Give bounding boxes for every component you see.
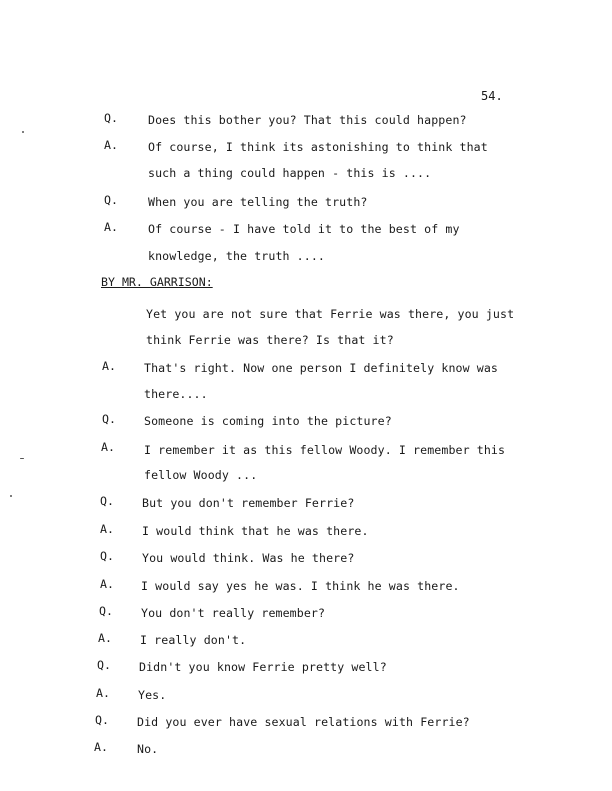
examiner-heading: BY MR. GARRISON:	[101, 275, 213, 289]
transcript-line: Yet you are not sure that Ferrie was there, you just	[146, 307, 515, 321]
speaker-label: A.	[98, 631, 112, 645]
transcript-line: Didn't you know Ferrie pretty well?	[139, 660, 387, 674]
speaker-label: Q.	[99, 604, 113, 618]
speaker-label: A.	[100, 522, 114, 536]
transcript-line: knowledge, the truth ....	[148, 249, 326, 263]
transcript-line: You don't really remember?	[141, 606, 326, 620]
speaker-label: A.	[101, 440, 115, 454]
speaker-label: Q.	[100, 549, 114, 563]
speaker-label: A.	[104, 220, 118, 234]
scan-speck	[22, 131, 24, 133]
speaker-label: Q.	[104, 193, 118, 207]
transcript-line: I remember it as this fellow Woody. I remember this	[144, 443, 506, 457]
transcript-line: there....	[144, 387, 208, 401]
transcript-line: such a thing could happen - this is ....	[148, 166, 432, 180]
speaker-label: A.	[96, 686, 110, 700]
transcript-line: Of course - I have told it to the best of my	[148, 222, 460, 236]
speaker-label: Q.	[102, 412, 116, 426]
speaker-label: Q.	[97, 658, 111, 672]
speaker-label: A.	[104, 138, 118, 152]
transcript-line: Did you ever have sexual relations with Ferrie?	[137, 715, 470, 729]
speaker-label: A.	[100, 577, 114, 591]
transcript-line: When you are telling the truth?	[148, 195, 368, 209]
speaker-label: Q.	[104, 111, 118, 125]
transcript-line: Yes.	[138, 688, 167, 702]
transcript-line: That's right. Now one person I definitely know was	[144, 361, 499, 375]
transcript-line: Does this bother you? That this could happen?	[148, 113, 467, 127]
page-number: 54.	[481, 89, 503, 103]
transcript-line: No.	[137, 742, 159, 756]
speaker-label: A.	[94, 740, 108, 754]
transcript-line: fellow Woody ...	[144, 468, 258, 482]
transcript-line: Someone is coming into the picture?	[144, 414, 392, 428]
transcript-line: I would think that he was there.	[142, 524, 369, 538]
scan-speck	[10, 495, 12, 497]
transcript-line: I really don't.	[140, 633, 247, 647]
transcript-line: But you don't remember Ferrie?	[142, 496, 355, 510]
transcript-line: I would say yes he was. I think he was there.	[141, 579, 460, 593]
transcript-line: You would think. Was he there?	[142, 551, 355, 565]
speaker-label: Q.	[95, 713, 109, 727]
transcript-line: think Ferrie was there? Is that it?	[146, 333, 394, 347]
scan-speck	[20, 458, 24, 459]
speaker-label: Q.	[100, 494, 114, 508]
speaker-label: A.	[102, 359, 116, 373]
transcript-line: Of course, I think its astonishing to think that	[148, 140, 488, 154]
